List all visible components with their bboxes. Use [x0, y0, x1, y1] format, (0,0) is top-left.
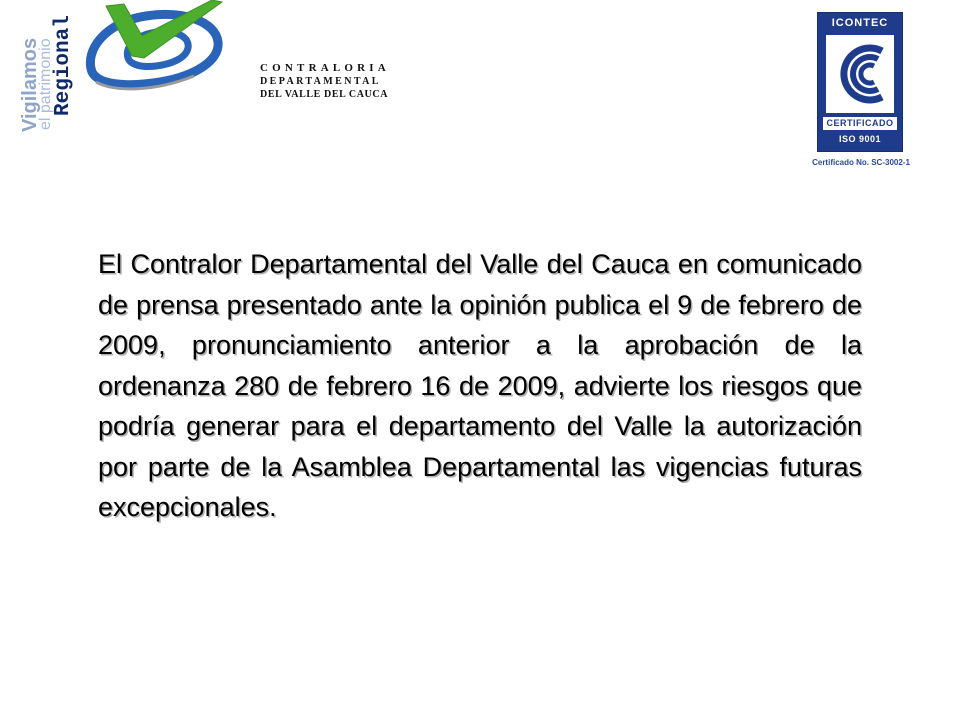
slogan-vertical [6, 2, 75, 134]
logo-line-departamental: DEPARTAMENTAL [260, 76, 381, 87]
icontec-certificado-label: CERTIFICADO [823, 117, 897, 130]
contraloria-name [260, 63, 390, 100]
icontec-iso-label: ISO 9001 [838, 134, 882, 144]
logo-line-contraloria: CONTRALORIA [260, 62, 390, 74]
icontec-badge [817, 12, 903, 152]
contraloria-logo [84, 0, 390, 115]
slogan-regional: Regional [52, 15, 75, 116]
certificate-number: Certificado No. SC-3002-1 [812, 158, 910, 167]
icontec-brand: ICONTEC [831, 17, 889, 29]
slogan-vigilamos: Vigilamos [19, 37, 41, 132]
body-paragraph: El Contralor Departamental del Valle del Cauca en comunicado de prensa presentado ante la opinión publica el 9 de febrero de 2009, pronunciamiento anterior a la aprobación de la ordenanza 280 de febrero 16 de 2009, advierte los riesgos que podría generar para el departamento del Valle la autorización por parte de la Asamblea Departamental las vigencias futuras excepcionales. [98, 249, 862, 522]
logo-line-valle: DEL VALLE DEL CAUCA [260, 89, 389, 100]
slogan-patrimonio: el patrimonio [37, 38, 54, 130]
icontec-mark-icon [826, 35, 894, 113]
